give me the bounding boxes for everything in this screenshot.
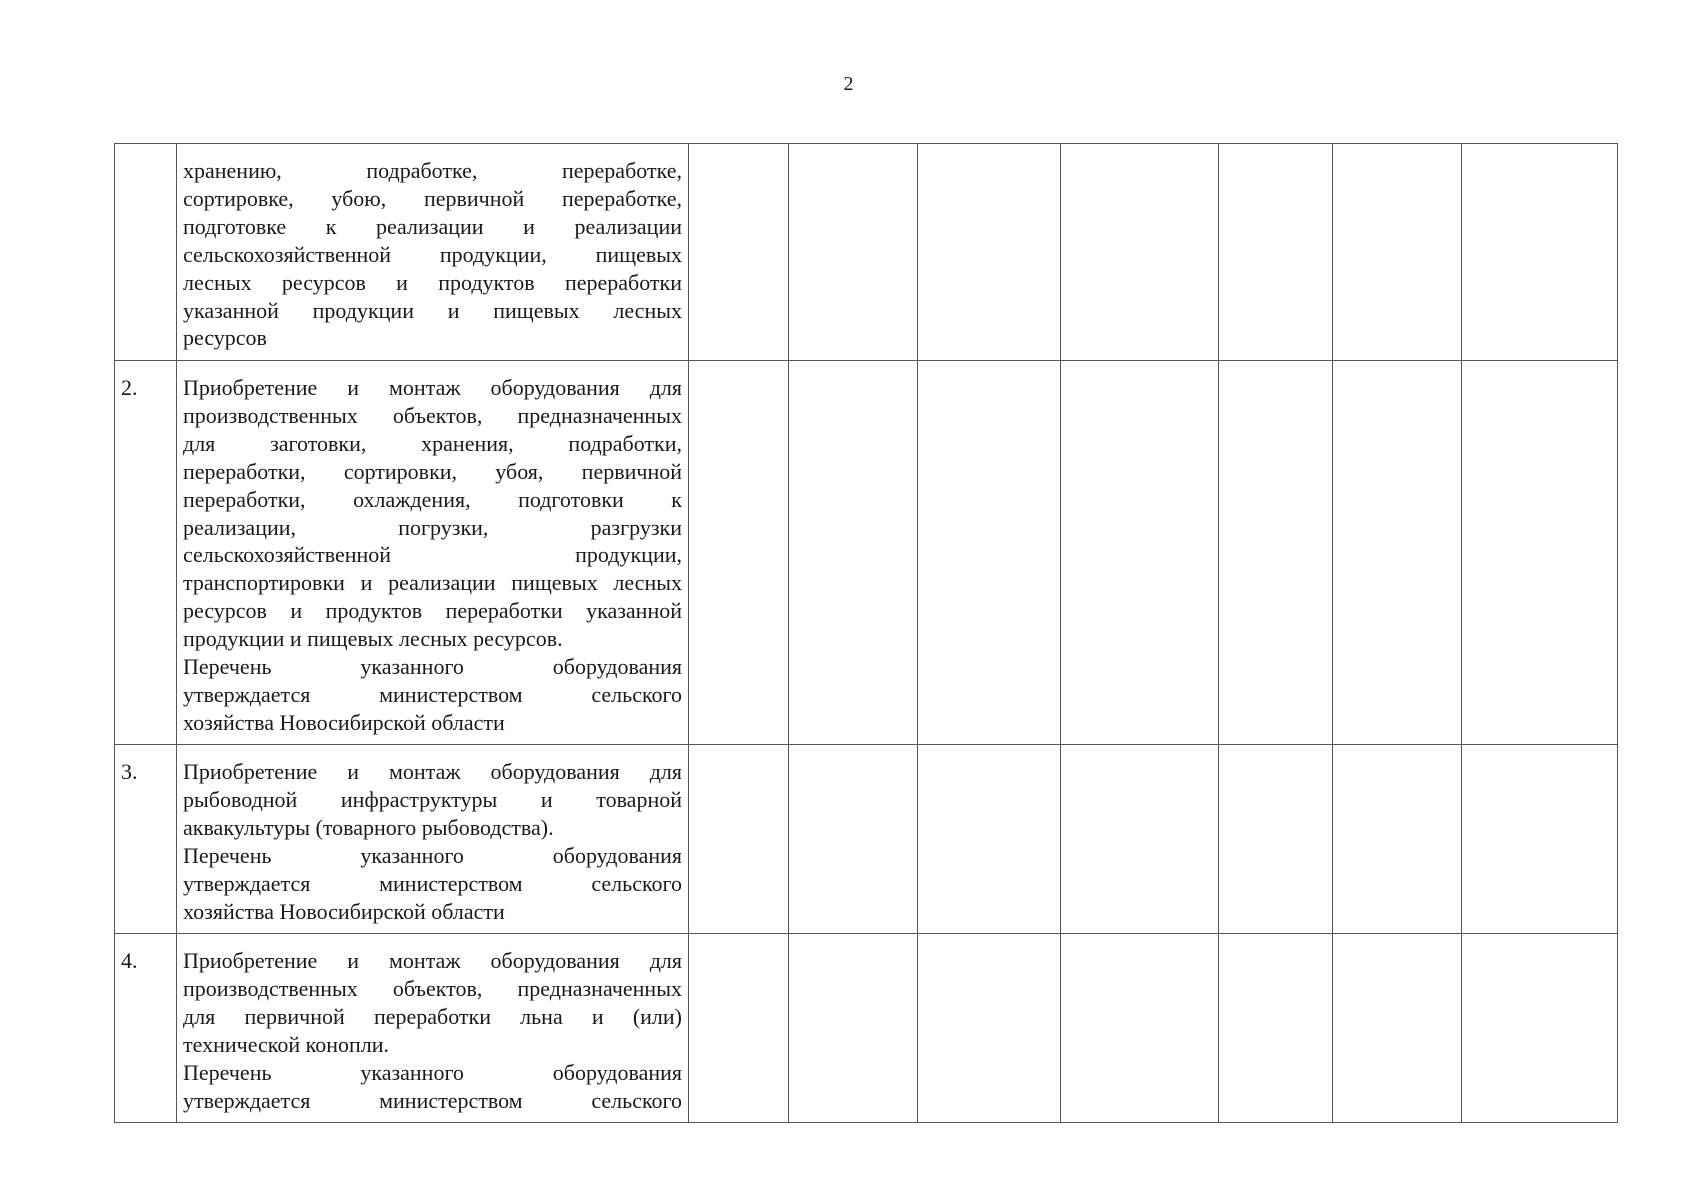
empty-cell (918, 361, 1061, 745)
description-line: переработки, сортировки, убоя, первичной (183, 458, 682, 484)
empty-cell (789, 144, 918, 361)
empty-cell (1219, 934, 1333, 1123)
description-line: Приобретение и монтаж оборудования для (183, 759, 682, 784)
description-line: продукции и пищевых лесных ресурсов. (183, 626, 563, 652)
empty-cell (1462, 934, 1618, 1123)
empty-cell (918, 745, 1061, 934)
row-number-cell: 4. (115, 934, 177, 1123)
description-line: утверждается министерством сельского (183, 681, 682, 707)
empty-cell (789, 361, 918, 745)
empty-cell (1462, 745, 1618, 934)
empty-cell (789, 745, 918, 934)
description-line: Приобретение и монтаж оборудования для (183, 948, 682, 973)
empty-cell (689, 361, 789, 745)
description-line: Перечень указанного оборудования (183, 654, 682, 680)
table-row (115, 745, 1618, 934)
empty-cell (1061, 144, 1219, 361)
description-line: переработки, охлаждения, подготовки к (183, 486, 682, 512)
description-line: хранению, подработке, переработке, (183, 158, 682, 183)
description-line: утверждается министерством сельского (183, 1087, 682, 1113)
description-line: сельскохозяйственной продукции, (183, 542, 682, 568)
empty-cell (918, 934, 1061, 1123)
description-line: хозяйства Новосибирской области (183, 898, 505, 924)
description-line: транспортировки и реализации пищевых лесных (183, 570, 682, 596)
empty-cell (1219, 361, 1333, 745)
empty-cell (1462, 144, 1618, 361)
table-row (115, 144, 1618, 361)
description-line: Перечень указанного оборудования (183, 842, 682, 868)
description-line: подготовке к реализации и реализации (183, 213, 682, 239)
empty-cell (689, 144, 789, 361)
empty-cell (1061, 361, 1219, 745)
page-number: 2 (843, 73, 854, 95)
description-line: ресурсов и продуктов переработки указанной (183, 598, 682, 624)
description-line: утверждается министерством сельского (183, 870, 682, 896)
table-row (115, 361, 1618, 745)
description-line: реализации, погрузки, разгрузки (183, 514, 682, 540)
description-line: производственных объектов, предназначенных (183, 975, 682, 1001)
description-line: производственных объектов, предназначенных (183, 402, 682, 428)
table-row (115, 934, 1618, 1123)
empty-cell (1333, 745, 1462, 934)
document-table (114, 143, 1618, 1123)
description-line: хозяйства Новосибирской области (183, 709, 505, 735)
empty-cell (918, 144, 1061, 361)
empty-cell (689, 745, 789, 934)
description-line: рыбоводной инфраструктуры и товарной (183, 786, 682, 812)
description-line: сельскохозяйственной продукции, пищевых (183, 241, 682, 267)
description-line: для первичной переработки льна и (или) (183, 1003, 682, 1029)
row-number-cell: 2. (115, 361, 177, 745)
description-cell (177, 144, 689, 361)
description-line: лесных ресурсов и продуктов переработки (183, 269, 682, 295)
description-cell (177, 745, 689, 934)
description-line: указанной продукции и пищевых лесных (183, 297, 682, 323)
description-line: технической конопли. (183, 1031, 389, 1057)
description-cell (177, 934, 689, 1123)
empty-cell (789, 934, 918, 1123)
description-line: Приобретение и монтаж оборудования для (183, 375, 682, 400)
empty-cell (1333, 934, 1462, 1123)
description-line: аквакультуры (товарного рыбоводства). (183, 814, 554, 840)
description-line: Перечень указанного оборудования (183, 1059, 682, 1085)
row-number-cell: 3. (115, 745, 177, 934)
empty-cell (1219, 144, 1333, 361)
empty-cell (1061, 745, 1219, 934)
empty-cell (689, 934, 789, 1123)
description-line: ресурсов (183, 325, 267, 351)
empty-cell (1333, 144, 1462, 361)
description-cell (177, 361, 689, 745)
description-line: для заготовки, хранения, подработки, (183, 430, 682, 456)
empty-cell (1333, 361, 1462, 745)
empty-cell (1061, 934, 1219, 1123)
description-line: сортировке, убою, первичной переработке, (183, 185, 682, 211)
empty-cell (1462, 361, 1618, 745)
row-number-cell (115, 144, 177, 361)
empty-cell (1219, 745, 1333, 934)
table-body (115, 144, 1618, 1123)
